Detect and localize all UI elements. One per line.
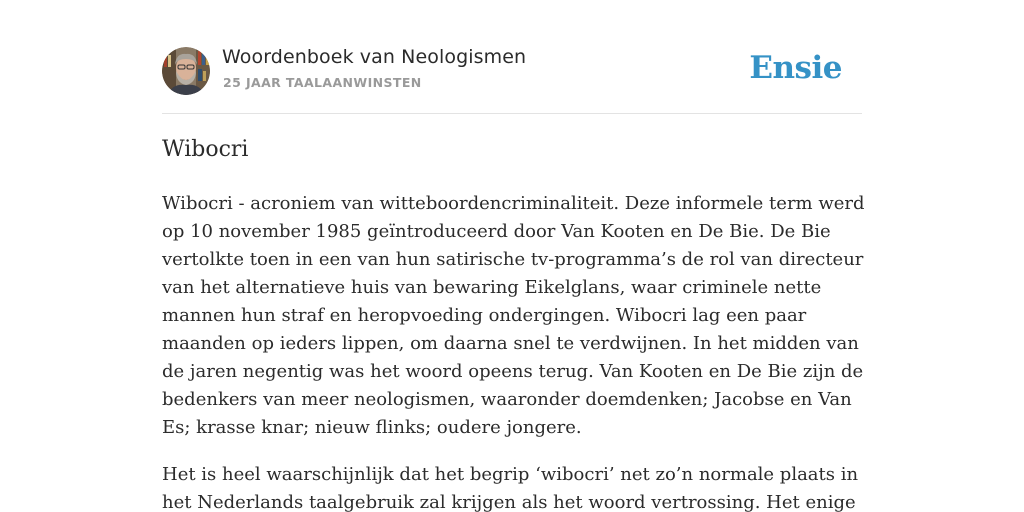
avatar[interactable] <box>162 47 210 95</box>
site-header <box>162 46 862 96</box>
author-photo-icon <box>162 47 210 95</box>
entry-paragraph: Het is heel waarschijnlijk dat het begrip ‘wibocri’ net zo’n normale plaats in het Nederlands taalgebruik zal krijgen als het woord vertrossing. Het enige <box>162 464 859 512</box>
entry-title: Wibocri <box>162 137 249 162</box>
entry-paragraph: Wibocri - acroniem van witteboordencriminaliteit. Deze informele term werd op 10 november 1985 geïntroduceerd door Van Kooten en De Bie. De Bie vertolkte toen in een van hun satirische tv-programma’s de rol van directeur van het alternatieve huis van bewaring Eikelglans, waar criminele nette mannen hun straf en heropvoeding ondergingen. Wibocri lag een paar maanden op ieders lippen, om daarna snel te verdwijnen. In het midden van de jaren negentig was het woord opeens terug. Van Kooten en De Bie zijn de bedenkers van meer neologismen, waaronder doemdenken; Jacobse en Van Es; krasse knar; nieuw flinks; oudere jongere. <box>162 193 865 438</box>
entry-body <box>162 190 872 512</box>
header-divider <box>162 113 862 114</box>
ensie-logo[interactable]: Ensie <box>749 50 842 86</box>
site-subtitle: 25 JAAR TAALAANWINSTEN <box>223 75 422 90</box>
site-title[interactable]: Woordenboek van Neologismen <box>222 46 527 68</box>
